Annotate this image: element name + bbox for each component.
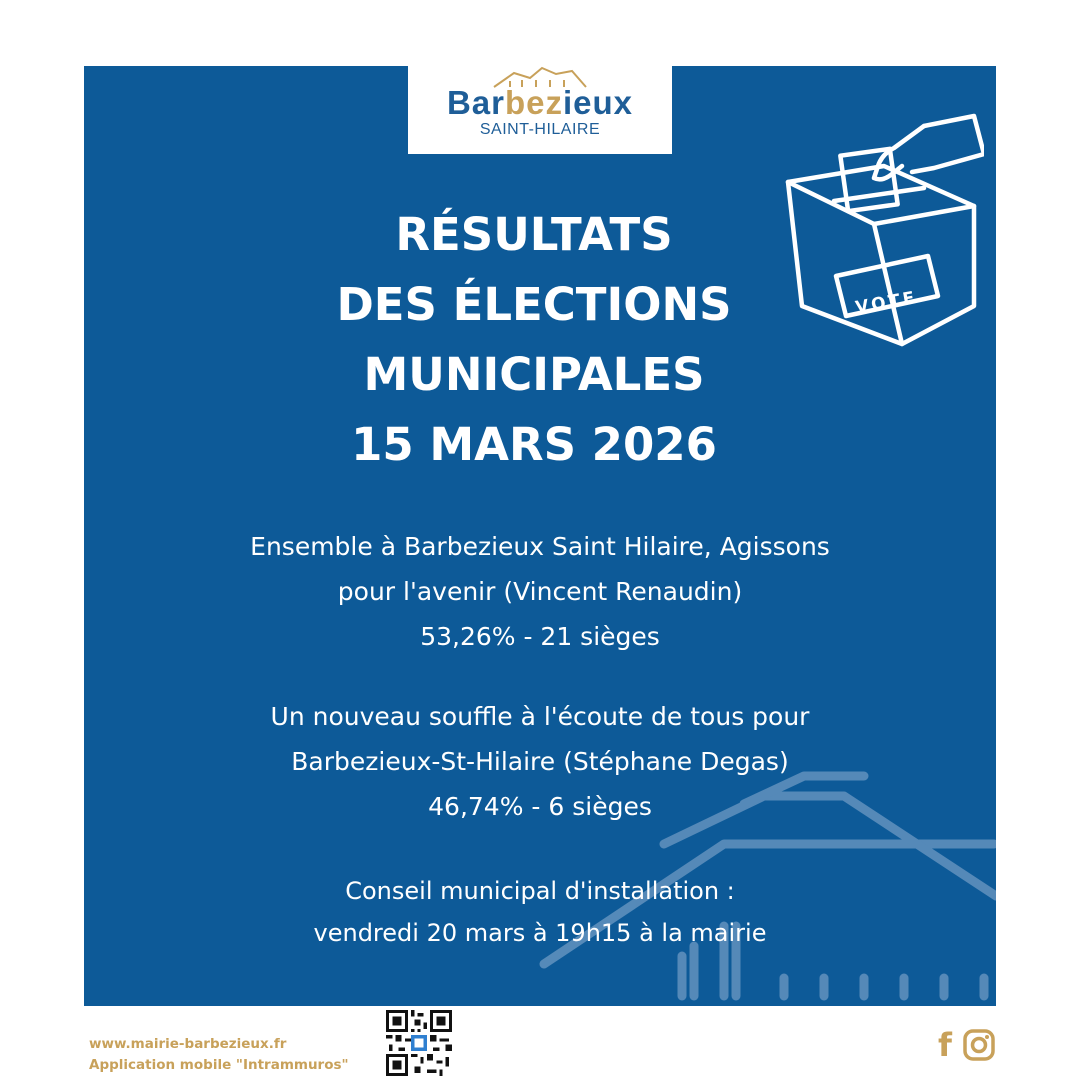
list-1-name-line-1: Ensemble à Barbezieux Saint Hilaire, Agissons (250, 532, 830, 561)
title-date: 15 MARS 2026 (351, 418, 717, 471)
logo-town-name (408, 84, 672, 122)
result-list-1 (94, 524, 986, 659)
list-1-score: 53,26% - 21 sièges (420, 622, 660, 651)
website-link[interactable]: www.mairie-barbezieux.fr (89, 1036, 287, 1052)
result-list-2 (94, 694, 986, 829)
list-1-name-line-2: pour l'avenir (Vincent Renaudin) (337, 577, 743, 606)
title-line-3: MUNICIPALES (363, 348, 705, 401)
qr-code[interactable] (386, 1010, 452, 1076)
title-line-1: RÉSULTATS (395, 208, 673, 261)
council-line-1: Conseil municipal d'installation : (345, 877, 735, 905)
logo-subtitle: SAINT-HILAIRE (479, 121, 601, 138)
logo-name-part3: ieux (563, 84, 634, 121)
footer-links (89, 1034, 349, 1076)
facebook-icon[interactable]: f (938, 1026, 952, 1064)
main-panel (84, 66, 996, 1006)
council-notice (94, 870, 986, 954)
page-title (254, 200, 814, 480)
logo-name-part1: Bar (446, 84, 505, 121)
vote-label: VOTE (853, 287, 920, 319)
title-line-2: DES ÉLECTIONS (336, 278, 732, 331)
council-line-2: vendredi 20 mars à 19h15 à la mairie (313, 919, 767, 947)
town-logo[interactable] (408, 66, 672, 154)
list-2-name-line-1: Un nouveau souffle à l'écoute de tous pour (270, 702, 810, 731)
instagram-icon[interactable] (962, 1028, 996, 1062)
logo-name-part2: bez (504, 84, 563, 121)
list-2-name-line-2: Barbezieux-St-Hilaire (Stéphane Degas) (291, 747, 789, 776)
list-2-score: 46,74% - 6 sièges (428, 792, 652, 821)
mobile-app-text: Application mobile "Intrammuros" (89, 1057, 349, 1073)
